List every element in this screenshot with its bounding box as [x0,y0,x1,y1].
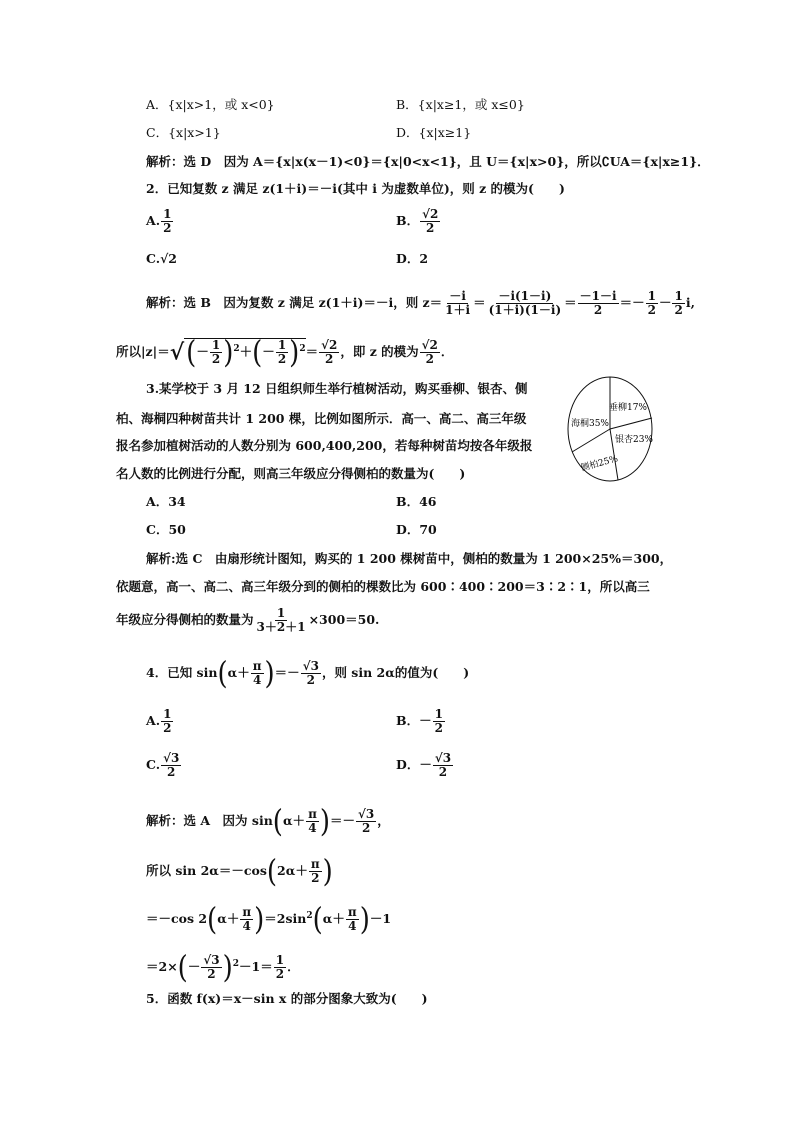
q1-option-a: A．{x|x>1，或 x<0} [146,97,275,112]
q3-stem-line4: 名人数的比例进行分配，则高三年级应分得侧柏的数量为( ) [116,466,466,481]
q4-option-b: B．－ $\frac{1}{2}$ [396,707,443,735]
pie-divider-right [610,418,652,429]
q1-option-b: B．{x|x≥1，或 x≤0} [396,97,525,112]
q4-stem: 4．已知 sin(α＋ $\frac{\pi}{4}$ )＝－ $\frac{√3}{2}$ ，则 sin 2α的值为( ) [146,655,470,692]
q3-solution-line2: 依题意，高一、高二、高三年级分到的侧柏的棵数比为 600∶400∶200＝3∶2∶1，所以高三 [116,579,650,594]
q5-stem: 5．函数 f(x)＝x－sin x 的部分图象大致为( ) [146,991,428,1006]
q3-option-a: A．34 [146,494,186,509]
q4-solution-line3: ＝－cos 2(α＋ $\frac{\pi}{4}$ )$=2\sin^2(\alpha+$ $\frac{\pi}{4}$ )－1 [146,901,392,938]
q2-option-a: A. $\frac{1}{2}$ [146,207,172,235]
q4-option-c: C. $\frac{√3}{2}$ [146,751,180,779]
q3-stem-line2: 柏、海桐四种树苗共计 1 200 棵，比例如图所示．高一、高二、高三年级 [116,411,527,426]
q4-solution-line1: 解析：选 A 因为 sin(α＋ $\frac{\pi}{4}$ )＝－ $\frac{√3}{2}$ ， [146,803,390,840]
q3-pie-chart [566,374,654,484]
q3-option-c: C．50 [146,522,186,537]
q3-stem-line1: 3.某学校于 3 月 12 日组织师生举行植树活动，购买垂柳、银杏、侧 [146,381,528,396]
q4-option-a: A. $\frac{1}{2}$ [146,707,172,735]
q2-solution-line2: 所以|z|＝√(－ $\frac{1}{2}$ )$^2$＋(－ $\frac{1}{2}$ )$^2$＝ $\frac{√2}{2}$ ，即 z 的模为 $\frac{√2}{2}$ ． [116,334,454,371]
q2-stem: 2．已知复数 z 满足 z(1＋i)＝－i(其中 i 为虚数单位)，则 z 的模为( ) [146,181,565,196]
pie-label-haitong: 海桐35% [570,419,610,429]
pie-divider-left [572,429,610,452]
pie-label-cebai: 侧柏25% [579,454,620,474]
q2-option-d: D．2 [396,251,429,266]
q3-solution-line3: 年级应分得侧柏的数量为 $\frac{1}{3+2+1}$ ×300＝50. [116,606,380,634]
q3-option-d: D．70 [396,522,437,537]
pie-label-yinxing: 银杏23% [614,435,654,445]
pie-label-chuiliu: 垂柳17% [608,403,648,413]
q3-option-b: B．46 [396,494,437,509]
q2-option-c: C.√2 [146,251,177,266]
q3-solution-line1: 解析:选 C 由扇形统计图知，购买的 1 200 棵树苗中，侧柏的数量为 1 200×25%＝300， [146,551,673,566]
q3-stem-line3: 报名参加植树活动的人数分别为 600,400,200，若每种树苗均按各年级报 [116,438,533,453]
q4-option-d: D．－ $\frac{√3}{2}$ [396,751,452,779]
q1-option-d: D．{x|x≥1} [396,125,472,140]
q2-option-b: B． $\frac{√2}{2}$ [396,207,439,235]
q4-solution-line2: 所以 sin 2α＝－cos(2α＋ $\frac{\pi}{2}$ ) [146,853,333,890]
q1-solution: 解析：选 D 因为 A＝{x|x(x－1)<0}＝{x|0<x<1}，且 U＝{x|x>0}，所以∁UA＝{x|x≥1}． [146,154,710,169]
q4-solution-line4: ＝2×(－ $\frac{√3}{2}$ )$^2$－1＝ $\frac{1}{2}$ ． [146,949,300,986]
q1-option-c: C．{x|x>1} [146,125,221,140]
q2-solution-line1: 解析：选 B 因为复数 z 满足 z(1＋i)＝－i，则 z＝ $\frac{-i}{1+i}$ ＝ $\frac{-i(1-i)}{(1+i)(1-i)}$ ＝ $\frac{-1-i}{2}$ ＝－ $\frac{1}{2}$ － $\frac{1}{2}$ i, [146,289,695,317]
